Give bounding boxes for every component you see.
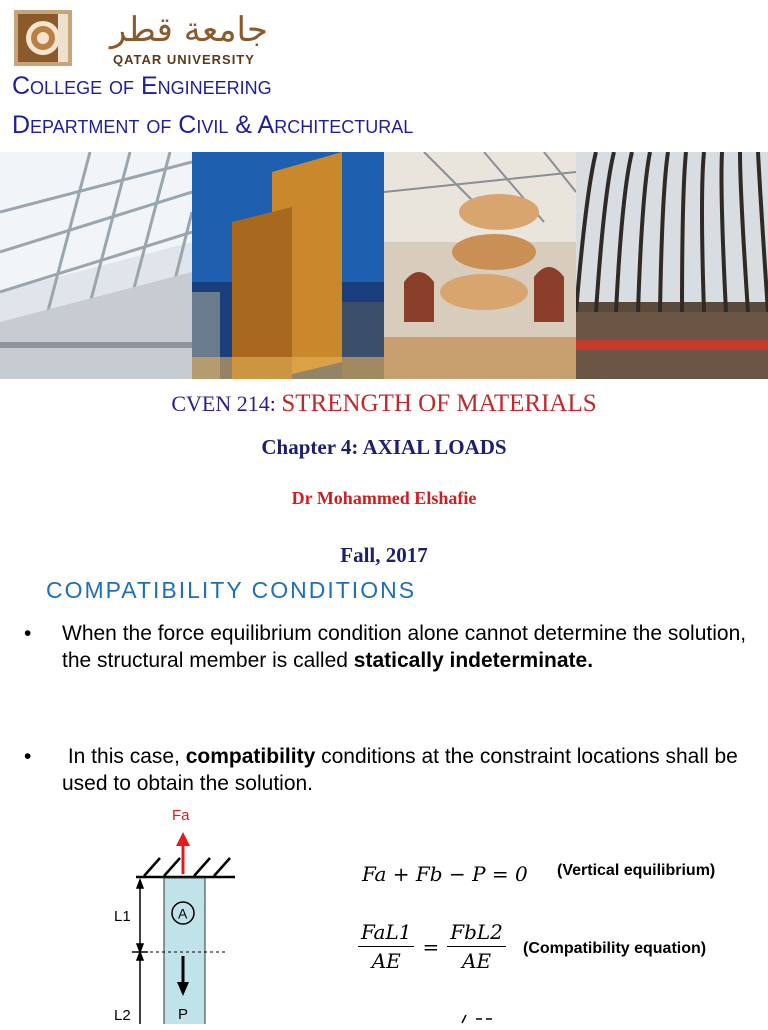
force-arrow-up-icon: [176, 832, 190, 874]
equals-sign: =: [422, 934, 440, 959]
force-label-fa: Fa: [172, 807, 190, 824]
load-label-p: P: [178, 1006, 189, 1023]
equation-partial-cutoff: [458, 1012, 498, 1030]
university-name-arabic: جامعة قطر: [110, 10, 268, 50]
bullet-item: [24, 743, 754, 803]
photo-glass-atrium: [0, 152, 192, 379]
chapter-title: Chapter 4: AXIAL LOADS: [261, 435, 507, 459]
bar-diagram: [100, 800, 280, 1024]
university-logo: [12, 8, 74, 68]
photo-golden-towers: [192, 152, 384, 379]
equation-label-equilibrium: (Vertical equilibrium): [557, 862, 716, 879]
dimension-lines: [132, 880, 148, 1024]
segment-label-l2: L2: [114, 1007, 131, 1024]
bullet-text-bold: statically indeterminate.: [353, 649, 594, 672]
segment-label-l1: L1: [114, 908, 131, 925]
college-name: College of Engineering: [12, 72, 272, 100]
bullet-item: [24, 620, 754, 710]
course-title: [0, 390, 768, 418]
bullet-symbol: •: [24, 622, 32, 645]
point-label-a: A: [178, 905, 188, 922]
course-name: STRENGTH OF MATERIALS: [281, 390, 597, 417]
fraction-left-denominator: AE: [371, 949, 401, 973]
fraction-right-numerator: FbL2: [447, 920, 506, 947]
bullet-symbol: •: [24, 745, 32, 768]
course-code: CVEN 214:: [171, 391, 276, 416]
fraction-left: [358, 920, 414, 973]
bar-member: [164, 878, 205, 1024]
bullet-text-plain: When the force equilibrium condition alone cannot determine the solution, the structural member is called: [62, 622, 747, 672]
fraction-left-numerator: FaL1: [358, 920, 414, 947]
equation-compatibility: [358, 920, 506, 973]
bullet-text: [62, 743, 762, 797]
fraction-right: [447, 920, 506, 973]
bullet-text-tail: conditions at the constraint locations shall be used to obtain the solution.: [62, 745, 738, 795]
fixed-support: [136, 858, 235, 877]
bullet-text: [62, 620, 762, 674]
bullet-text-bold: compatibility: [185, 745, 316, 768]
photo-arched-hall: [576, 152, 768, 379]
bullet-text-plain: In this case,: [62, 745, 186, 768]
term: Fall, 2017: [340, 543, 428, 567]
equation-vertical-equilibrium: Fa + Fb − P = 0: [362, 862, 528, 886]
department-name: Department of Civil & Architectural: [12, 111, 414, 139]
university-name-english: QATAR UNIVERSITY: [113, 52, 255, 67]
author-name: Dr Mohammed Elshafie: [291, 488, 477, 508]
photo-spiral-staircase: [384, 152, 576, 379]
fraction-right-denominator: AE: [462, 949, 492, 973]
equation-label-compatibility: (Compatibility equation): [523, 940, 707, 957]
section-title: COMPATIBILITY CONDITIONS: [46, 577, 417, 603]
